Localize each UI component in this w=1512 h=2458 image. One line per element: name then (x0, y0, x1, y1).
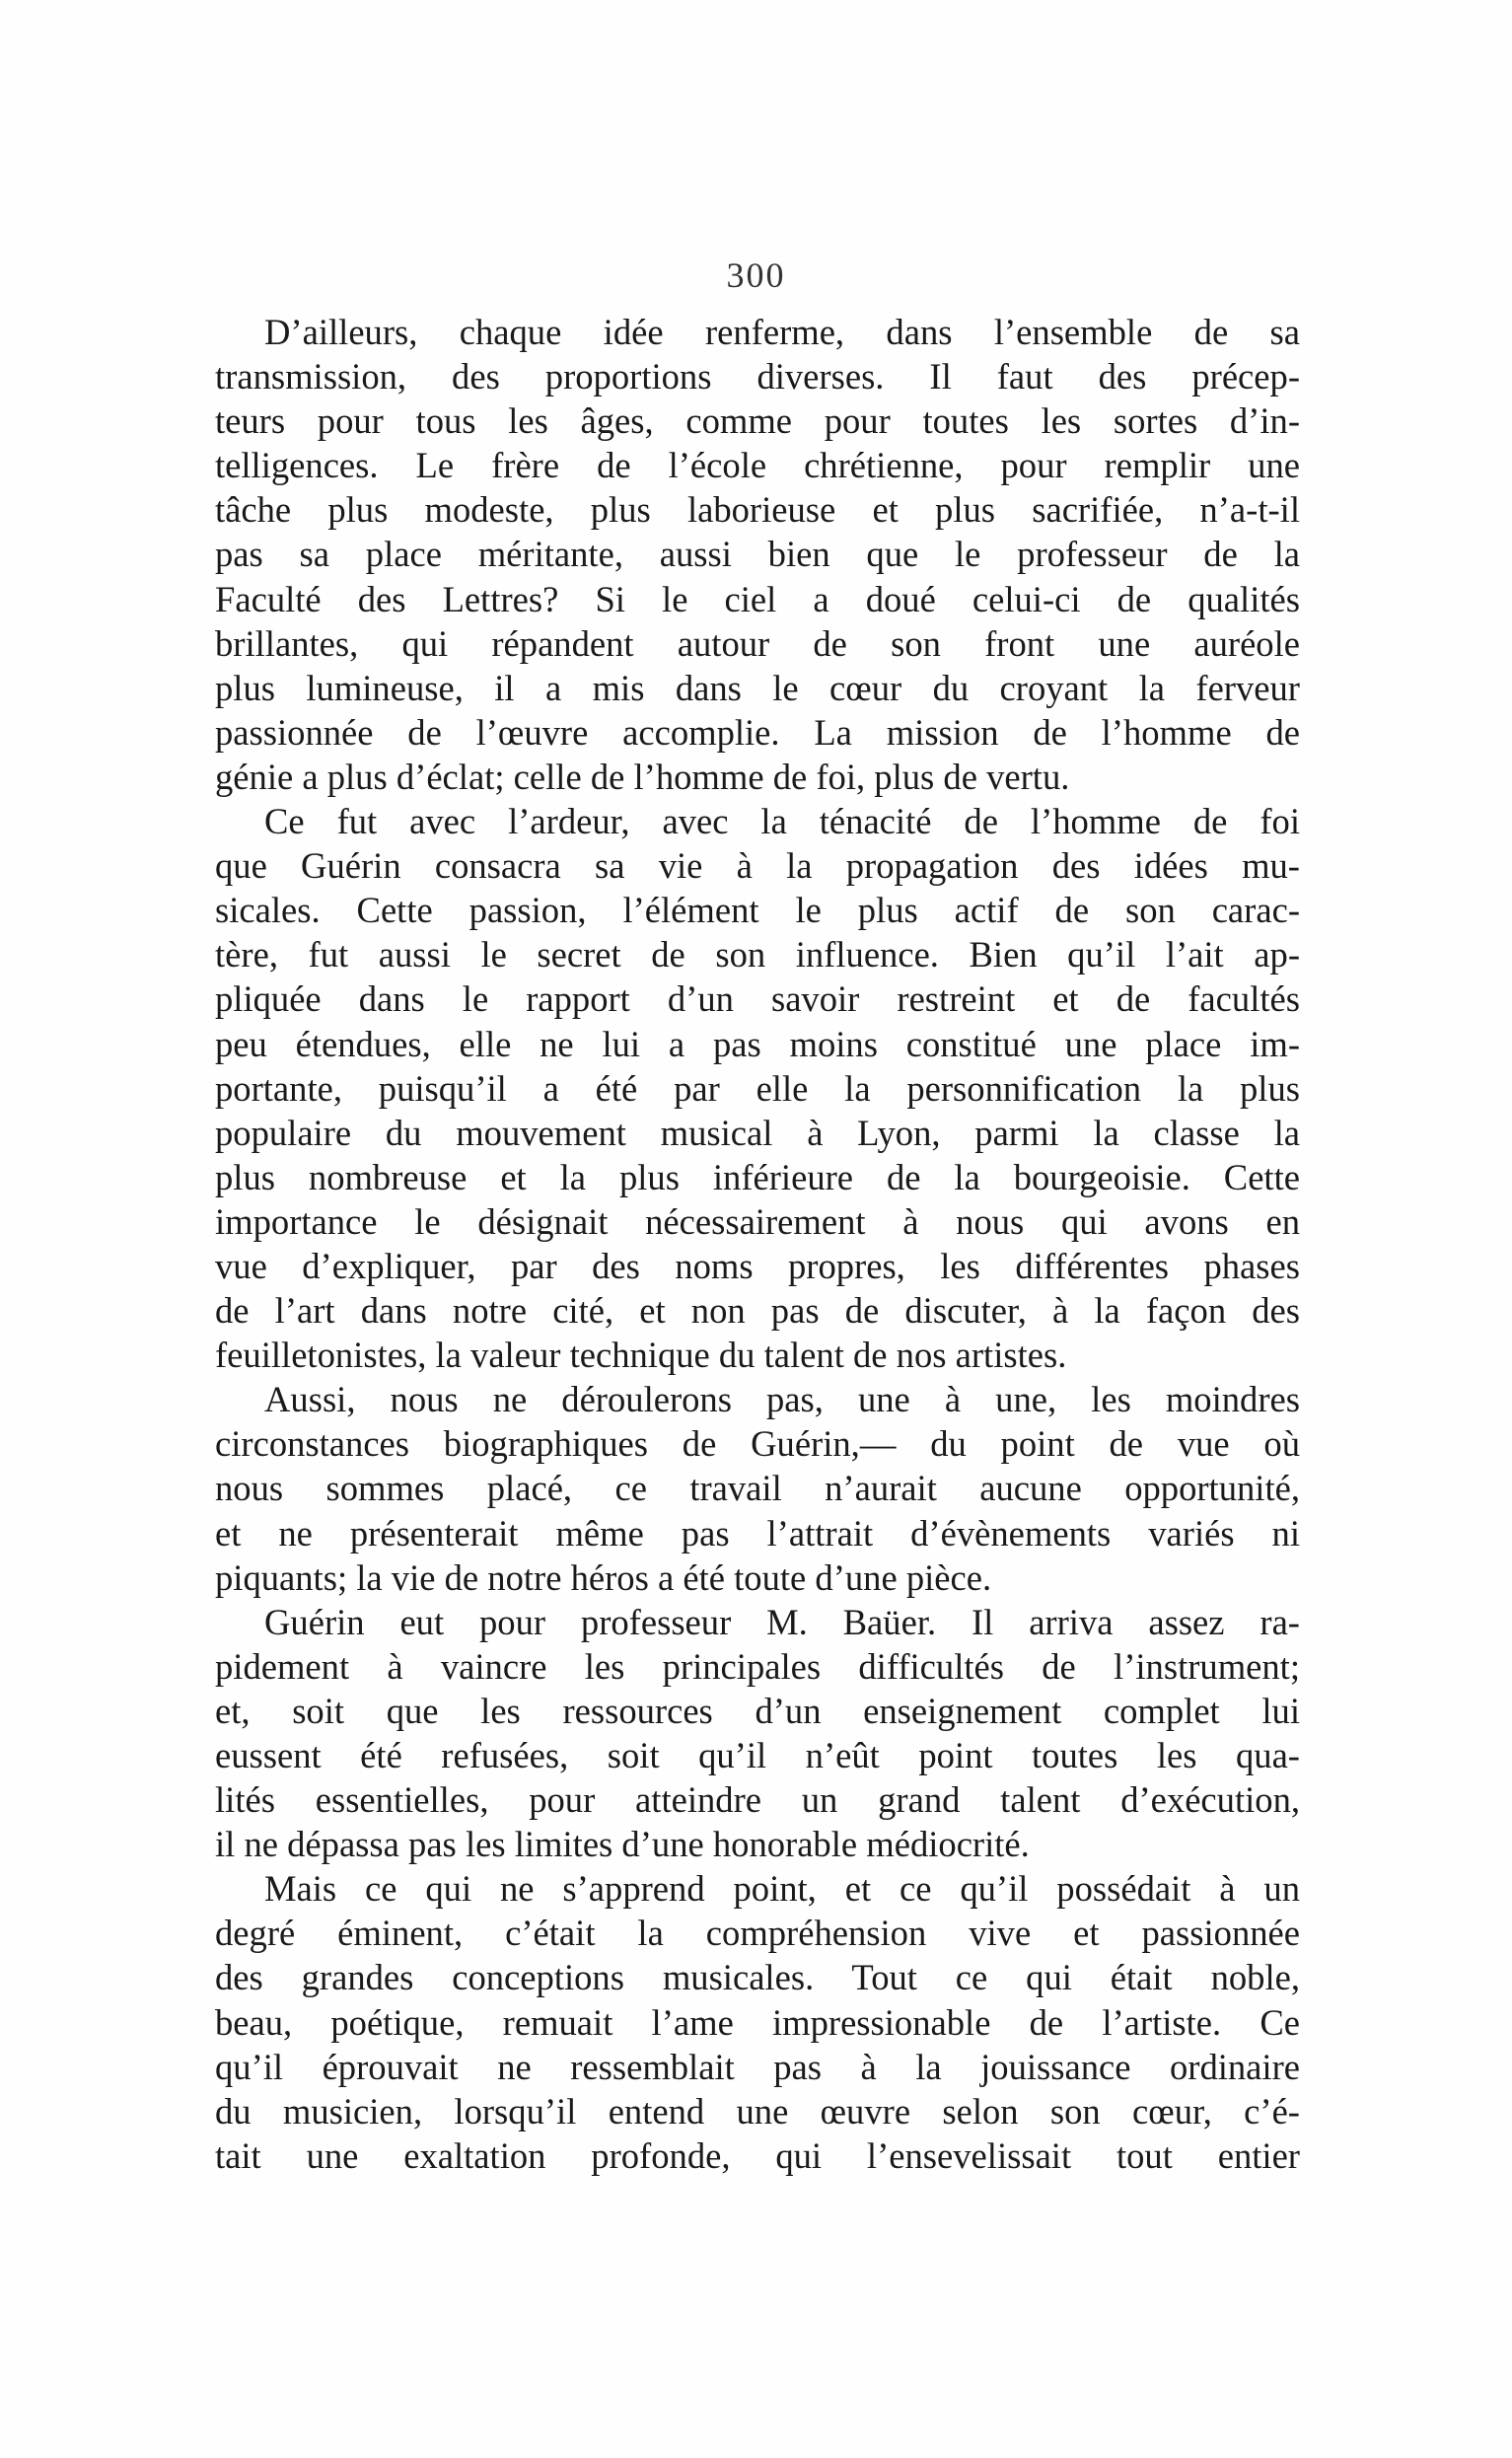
text-line: pidement à vaincre les principales difficultés de l’instrument; (215, 1645, 1300, 1687)
text-line: Ce fut avec l’ardeur, avec la ténacité de l’homme de foi (264, 801, 1300, 842)
text-line: de l’art dans notre cité, et non pas de discuter, à la façon des (215, 1290, 1300, 1332)
text-line: passionnée de l’œuvre accomplie. La mission de l’homme de (215, 711, 1300, 753)
text-line: Guérin eut pour professeur M. Baüer. Il arriva assez ra- (264, 1601, 1300, 1642)
text-line: sicales. Cette passion, l’élément le plus actif de son carac- (215, 890, 1300, 931)
text-line: nous sommes placé, ce travail n’aurait aucune opportunité, (215, 1468, 1300, 1509)
text-line: plus nombreuse et la plus inférieure de la bourgeoisie. Cette (215, 1156, 1300, 1197)
text-line: eussent été refusées, soit qu’il n’eût point toutes les qua- (215, 1735, 1300, 1775)
text-line: peu étendues, elle ne lui a pas moins constitué une place im- (215, 1023, 1300, 1064)
page-number: 300 (726, 255, 786, 295)
text-line: pas sa place méritante, aussi bien que le professeur de la (215, 534, 1300, 575)
text-line: Faculté des Lettres? Si le ciel a doué celui-ci de qualités (215, 578, 1300, 619)
text-line: importance le désignait nécessairement à nous qui avons en (215, 1200, 1300, 1242)
text-line: D’ailleurs, chaque idée renferme, dans l’ensemble de sa (264, 312, 1300, 352)
text-line: Aussi, nous ne déroulerons pas, une à une, les moindres (264, 1379, 1300, 1420)
text-line: du musicien, lorsqu’il entend une œuvre selon son cœur, c’é- (215, 2090, 1300, 2132)
text-line: telligences. Le frère de l’école chrétienne, pour remplir une (215, 445, 1300, 486)
text-line: beau, poétique, remuait l’ame impressionable de l’artiste. Ce (215, 2001, 1300, 2043)
text-line: portante, puisqu’il a été par elle la personnification la plus (215, 1067, 1300, 1109)
text-line: des grandes conceptions musicales. Tout ce qui était noble, (215, 1957, 1300, 1998)
text-line: brillantes, qui répandent autour de son front une auréole (215, 622, 1300, 664)
text-line: et ne présenterait même pas l’attrait d’évènements variés ni (215, 1512, 1300, 1554)
body-text (215, 310, 1300, 2178)
text-line: degré éminent, c’était la compréhension vive et passionnée (215, 1913, 1300, 1954)
text-line: il ne dépassa pas les limites d’une honorable médiocrité. (215, 1824, 1030, 1865)
text-line: génie a plus d’éclat; celle de l’homme de foi, plus de vertu. (215, 756, 1070, 797)
text-line: pliquée dans le rapport d’un savoir restreint et de facultés (215, 978, 1300, 1020)
text-line: tère, fut aussi le secret de son influence. Bien qu’il l’ait ap- (215, 934, 1300, 976)
text-line: tait une exaltation profonde, qui l’ensevelissait tout entier (215, 2134, 1300, 2176)
text-line: circonstances biographiques de Guérin,— du point de vue où (215, 1423, 1300, 1465)
text-line: Mais ce qui ne s’apprend point, et ce qu’il possédait à un (264, 1868, 1300, 1910)
text-line: populaire du mouvement musical à Lyon, parmi la classe la (215, 1112, 1300, 1153)
text-line: lités essentielles, pour atteindre un grand talent d’exécution, (215, 1779, 1300, 1821)
text-line: transmission, des proportions diverses. Il faut des précep- (215, 356, 1300, 398)
text-line: et, soit que les ressources d’un enseignement complet lui (215, 1690, 1300, 1731)
text-line: tâche plus modeste, plus laborieuse et plus sacrifiée, n’a-t-il (215, 489, 1300, 531)
text-line: que Guérin consacra sa vie à la propagation des idées mu- (215, 845, 1300, 887)
text-line: piquants; la vie de notre héros a été toute d’une pièce. (215, 1556, 992, 1598)
text-line: qu’il éprouvait ne ressemblait pas à la jouissance ordinaire (215, 2046, 1300, 2087)
text-line: teurs pour tous les âges, comme pour toutes les sortes d’in- (215, 400, 1300, 442)
text-line: feuilletonistes, la valeur technique du talent de nos artistes. (215, 1335, 1067, 1376)
text-line: plus lumineuse, il a mis dans le cœur du croyant la ferveur (215, 667, 1300, 708)
text-line: vue d’expliquer, par des noms propres, les différentes phases (215, 1245, 1300, 1286)
